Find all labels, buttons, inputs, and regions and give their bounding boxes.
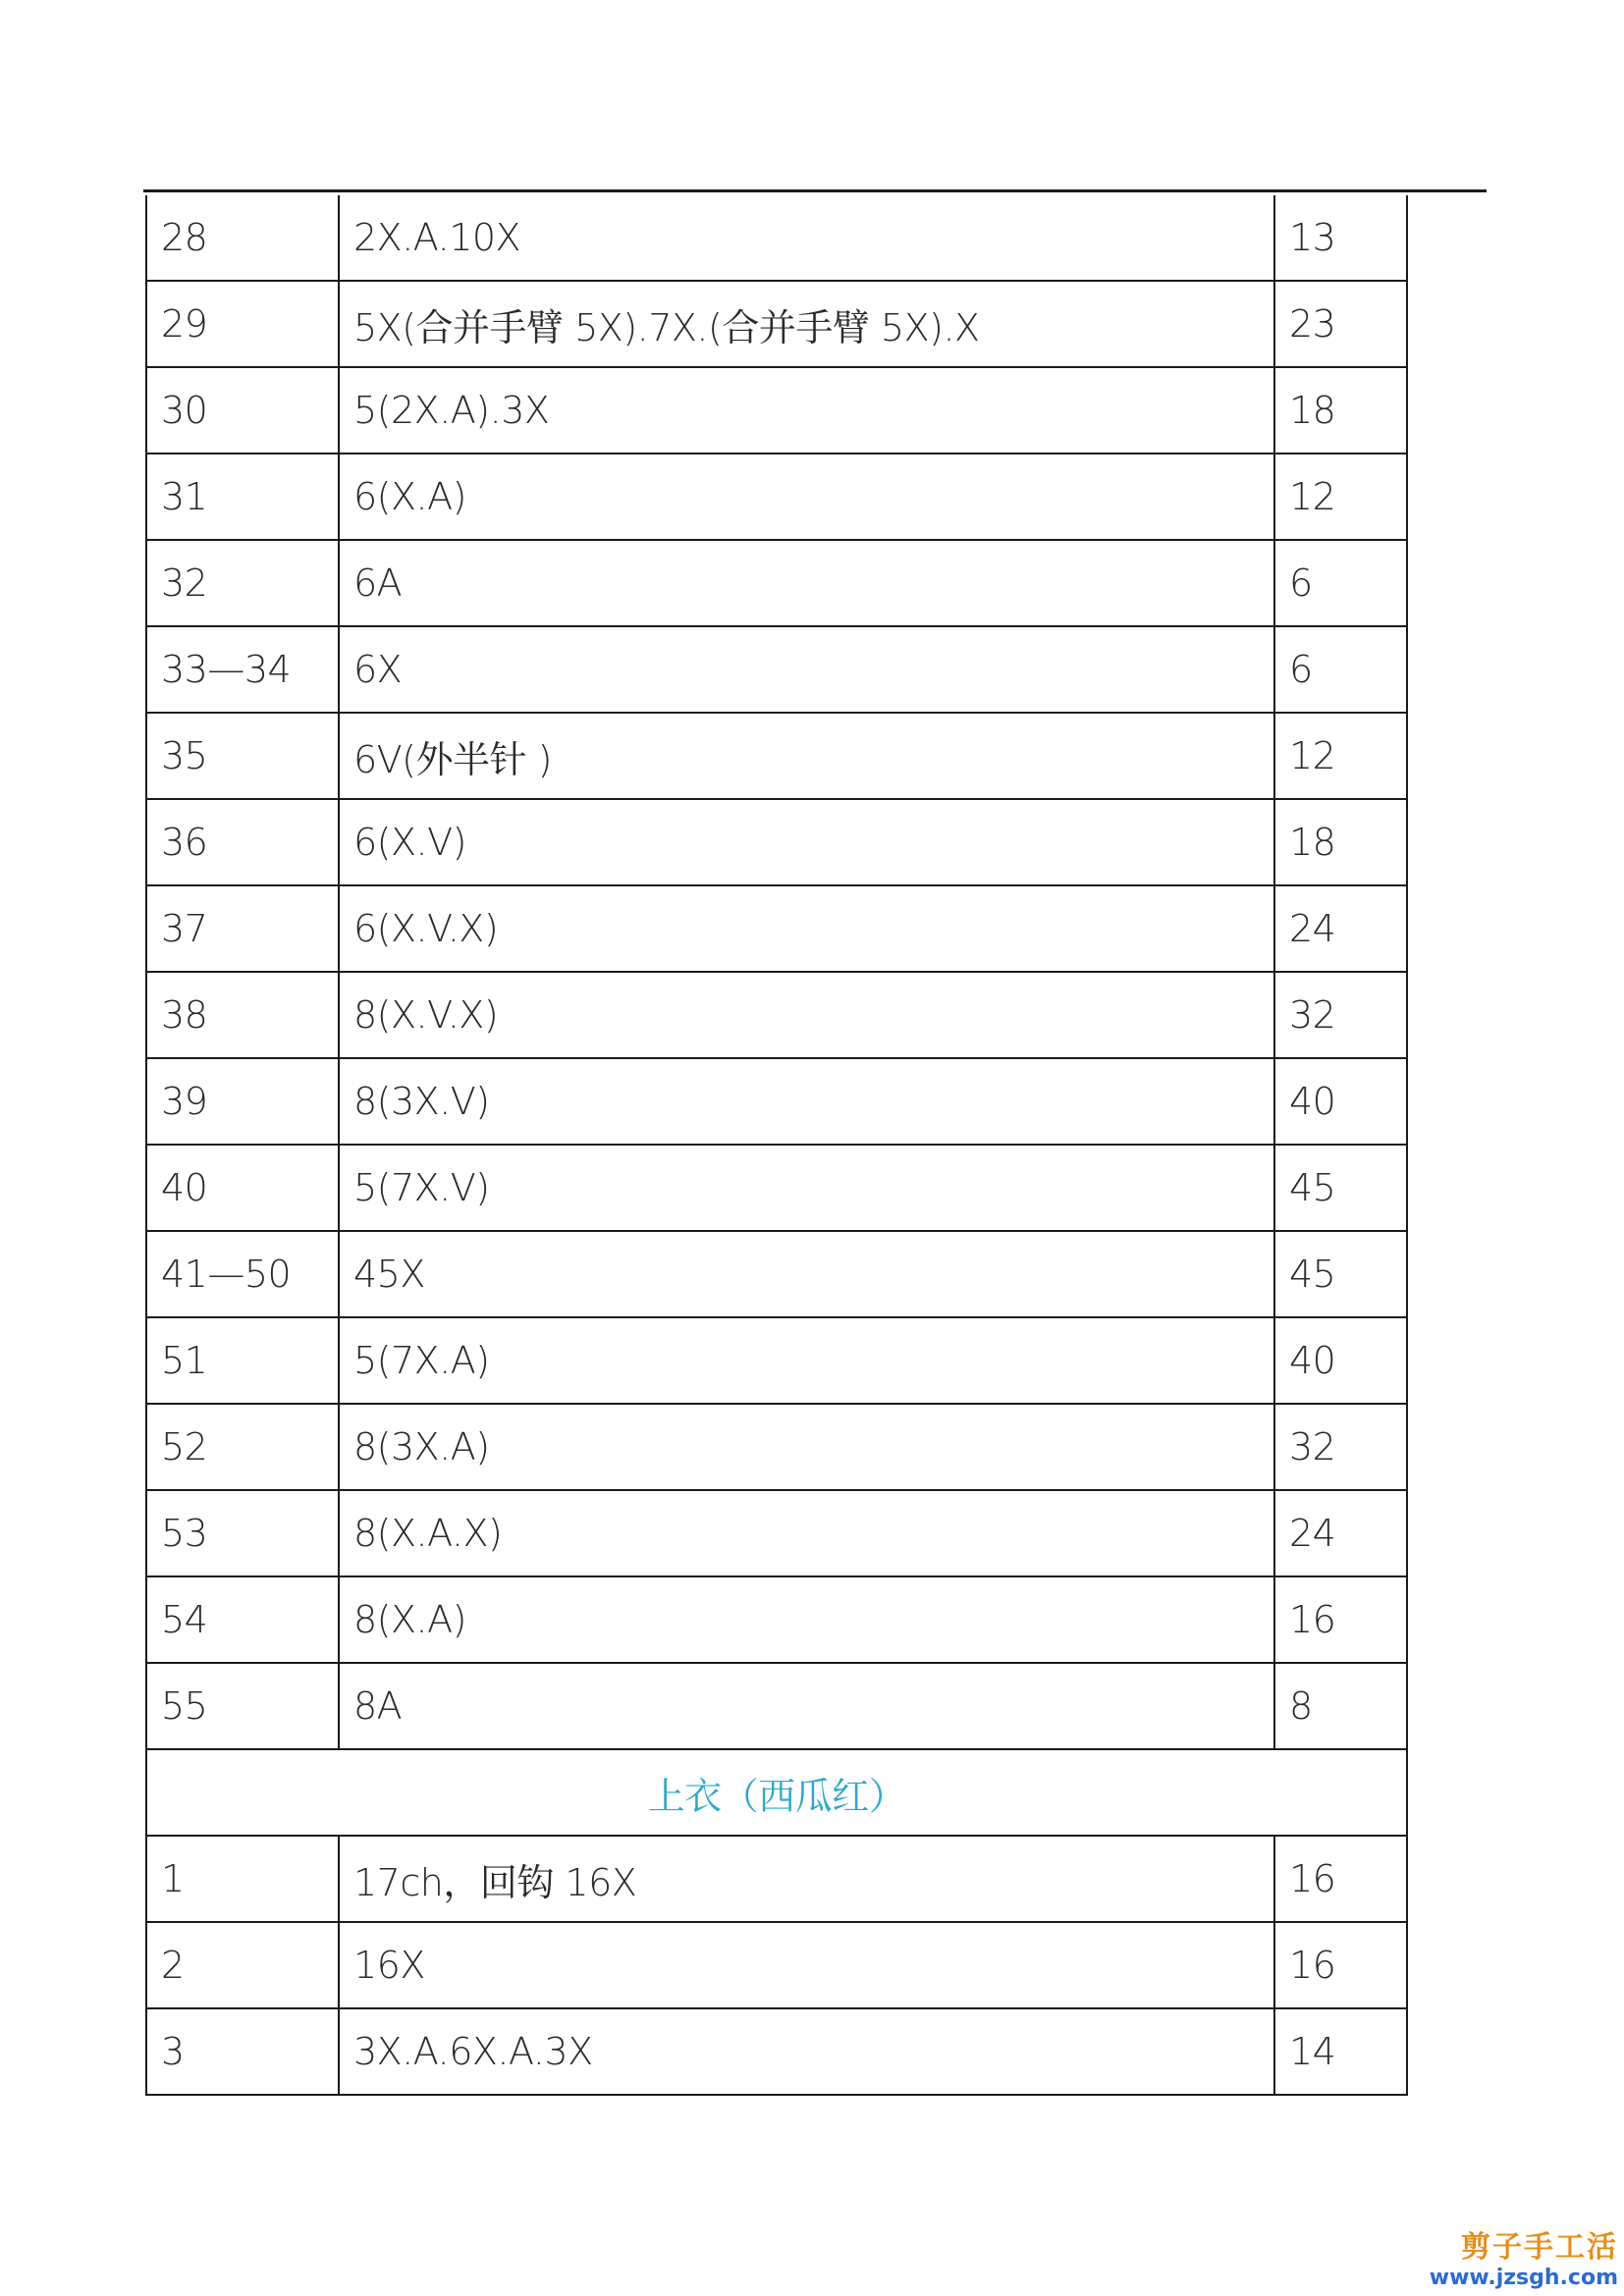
pattern-table-body: [146, 195, 1407, 2095]
round-cell: 39: [146, 1058, 339, 1145]
pattern-cell: 6X: [339, 626, 1274, 713]
round-cell: 1: [146, 1836, 339, 1922]
pattern-cell: 8(3X.A): [339, 1404, 1274, 1490]
table-row: [146, 2008, 1407, 2095]
table-row: [146, 540, 1407, 626]
stitch-count-cell: 14: [1274, 2008, 1407, 2095]
watermark-url: www.jzsgh.com: [1429, 2266, 1618, 2290]
stitch-count-cell: 12: [1274, 713, 1407, 799]
pattern-cell: 6(X.V.X): [339, 885, 1274, 972]
table-row: [146, 713, 1407, 799]
stitch-count-cell: 12: [1274, 454, 1407, 540]
section-row: [146, 1749, 1407, 1836]
watermark-logo: 剪子手工活: [1461, 2230, 1618, 2265]
pattern-cell: 3X.A.6X.A.3X: [339, 2008, 1274, 2095]
round-cell: 52: [146, 1404, 339, 1490]
stitch-count-cell: 24: [1274, 885, 1407, 972]
pattern-cell: 17ch，回钩 16X: [339, 1836, 1274, 1922]
pattern-cell: 5(7X.A): [339, 1317, 1274, 1404]
section-title: 上衣（西瓜红）: [146, 1749, 1407, 1836]
pattern-cell: 5(7X.V): [339, 1145, 1274, 1231]
round-cell: 36: [146, 799, 339, 885]
stitch-count-cell: 40: [1274, 1058, 1407, 1145]
pattern-cell: 45X: [339, 1231, 1274, 1317]
round-cell: 2: [146, 1922, 339, 2008]
round-cell: 51: [146, 1317, 339, 1404]
top-rule: [143, 189, 1487, 192]
table-row: [146, 1058, 1407, 1145]
stitch-count-cell: 45: [1274, 1231, 1407, 1317]
round-cell: 37: [146, 885, 339, 972]
stitch-count-cell: 18: [1274, 799, 1407, 885]
table-row: [146, 626, 1407, 713]
round-cell: 38: [146, 972, 339, 1058]
pattern-cell: 8(X.A.X): [339, 1490, 1274, 1576]
pattern-cell: 5X(合并手臂 5X).7X.(合并手臂 5X).X: [339, 281, 1274, 367]
table-row: [146, 1490, 1407, 1576]
pattern-cell: 2X.A.10X: [339, 195, 1274, 281]
table-row: [146, 195, 1407, 281]
round-cell: 30: [146, 367, 339, 454]
pattern-cell: 8A: [339, 1663, 1274, 1749]
round-cell: 53: [146, 1490, 339, 1576]
stitch-count-cell: 18: [1274, 367, 1407, 454]
table-row: [146, 1145, 1407, 1231]
table-row: [146, 1576, 1407, 1663]
site-watermark: [1430, 2222, 1618, 2290]
pattern-cell: 8(3X.V): [339, 1058, 1274, 1145]
table-row: [146, 1231, 1407, 1317]
crochet-pattern-table: [145, 195, 1408, 2096]
stitch-count-cell: 8: [1274, 1663, 1407, 1749]
pattern-cell: 6(X.A): [339, 454, 1274, 540]
round-cell: 41—50: [146, 1231, 339, 1317]
round-cell: 3: [146, 2008, 339, 2095]
table-row: [146, 1317, 1407, 1404]
stitch-count-cell: 23: [1274, 281, 1407, 367]
stitch-count-cell: 16: [1274, 1922, 1407, 2008]
pattern-cell: 6(X.V): [339, 799, 1274, 885]
table-row: [146, 1404, 1407, 1490]
table-row: [146, 885, 1407, 972]
round-cell: 28: [146, 195, 339, 281]
pattern-cell: 6A: [339, 540, 1274, 626]
round-cell: 31: [146, 454, 339, 540]
round-cell: 32: [146, 540, 339, 626]
stitch-count-cell: 32: [1274, 1404, 1407, 1490]
table-row: [146, 281, 1407, 367]
stitch-count-cell: 16: [1274, 1576, 1407, 1663]
round-cell: 35: [146, 713, 339, 799]
stitch-count-cell: 16: [1274, 1836, 1407, 1922]
stitch-count-cell: 40: [1274, 1317, 1407, 1404]
table-row: [146, 454, 1407, 540]
round-cell: 55: [146, 1663, 339, 1749]
pattern-cell: 8(X.A): [339, 1576, 1274, 1663]
round-cell: 40: [146, 1145, 339, 1231]
round-cell: 29: [146, 281, 339, 367]
table-row: [146, 1836, 1407, 1922]
round-cell: 54: [146, 1576, 339, 1663]
stitch-count-cell: 32: [1274, 972, 1407, 1058]
table-row: [146, 799, 1407, 885]
stitch-count-cell: 24: [1274, 1490, 1407, 1576]
stitch-count-cell: 6: [1274, 626, 1407, 713]
pattern-cell: 8(X.V.X): [339, 972, 1274, 1058]
table-row: [146, 972, 1407, 1058]
stitch-count-cell: 6: [1274, 540, 1407, 626]
stitch-count-cell: 45: [1274, 1145, 1407, 1231]
stitch-count-cell: 13: [1274, 195, 1407, 281]
table-row: [146, 1663, 1407, 1749]
table-row: [146, 367, 1407, 454]
pattern-cell: 5(2X.A).3X: [339, 367, 1274, 454]
pattern-cell: 16X: [339, 1922, 1274, 2008]
table-row: [146, 1922, 1407, 2008]
round-cell: 33—34: [146, 626, 339, 713]
pattern-cell: 6V(外半针 ): [339, 713, 1274, 799]
